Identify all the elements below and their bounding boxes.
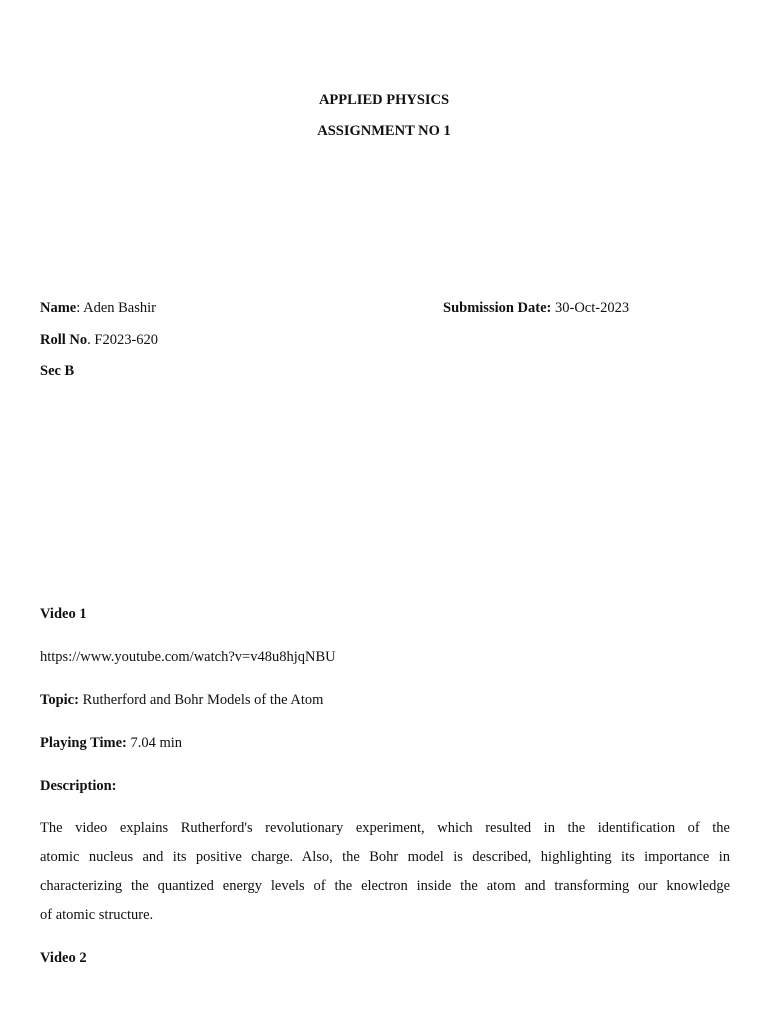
- playing-time-value: 7.04 min: [126, 735, 183, 751]
- section-line: Sec B: [40, 363, 75, 379]
- submission-date-value: 30-Oct-2023: [551, 300, 630, 316]
- submission-date-label: Submission Date:: [443, 300, 552, 316]
- roll-value: . F2023-620: [87, 332, 159, 348]
- roll-number-line: [40, 331, 158, 349]
- topic-label: Topic:: [40, 692, 79, 708]
- submission-date-line: [443, 299, 629, 317]
- description-line: characterizing the quantized energy levels of the electron inside the atom and transforming our knowledge: [40, 878, 730, 894]
- video1-url: https://www.youtube.com/watch?v=v48u8hjqNBU: [40, 649, 336, 665]
- name-value: : Aden Bashir: [76, 300, 156, 316]
- description-label: Description:: [40, 778, 117, 794]
- video1-heading: Video 1: [40, 606, 87, 622]
- description-line: of atomic structure.: [40, 907, 154, 923]
- course-title: APPLIED PHYSICS: [318, 92, 450, 108]
- description-line: The video explains Rutherford's revolutionary experiment, which resulted in the identification of the: [40, 820, 730, 836]
- playing-time-label: Playing Time:: [40, 735, 127, 751]
- topic-value: Rutherford and Bohr Models of the Atom: [78, 692, 324, 708]
- roll-label: Roll No: [40, 332, 88, 348]
- video1-playing-time-line: [40, 734, 182, 752]
- name-label: Name: [40, 300, 77, 316]
- video1-description: [40, 814, 730, 930]
- description-line: atomic nucleus and its positive charge. Also, the Bohr model is described, highlighting its importance in: [40, 849, 730, 865]
- assignment-title: ASSIGNMENT NO 1: [317, 123, 451, 139]
- student-name-line: [40, 299, 156, 317]
- video2-heading: Video 2: [40, 950, 87, 966]
- video1-topic-line: [40, 691, 323, 709]
